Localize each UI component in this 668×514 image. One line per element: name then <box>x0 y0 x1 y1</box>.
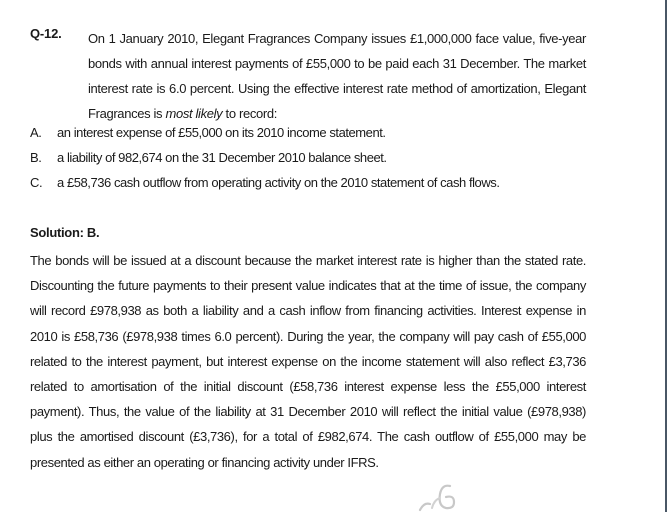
question-text-part-2: to record: <box>222 106 277 121</box>
solution-body: The bonds will be issued at a discount because the market interest rate is higher than the stated rate. Discounting the future payments to their present value indicates that at the time of issue, the company will record £978,938 as both a liability and a cash inflow from financing activities. Interest expense in 2010 is £58,736 (£978,938 times 6.0 percent). During the year, the company will pay cash of £55,000 related to the interest payment, but interest expense on the income statement will also reflect £3,736 related to amortisation of the initial discount (£58,736 interest expense less the £55,000 interest payment). Thus, the value of the liability at 31 December 2010 will reflect the initial value (£978,938) plus the amortised discount (£3,736), for a total of £982,674. The cash outflow of £55,000 may be presented as either an operating or financing activity under IFRS. <box>30 253 586 470</box>
option-text: a liability of 982,674 on the 31 December 2010 balance sheet. <box>57 150 387 165</box>
option-text: a £58,736 cash outflow from operating activity on the 2010 statement of cash flows. <box>57 175 500 190</box>
option-a <box>30 123 590 148</box>
option-c <box>30 173 590 198</box>
question-number: Q-12. <box>30 26 62 41</box>
option-letter: C. <box>30 175 43 190</box>
question-emphasis: most likely <box>165 106 223 121</box>
watermark-mark <box>414 480 474 514</box>
solution-title: Solution: B. <box>30 225 100 240</box>
option-letter: A. <box>30 125 42 140</box>
page-right-border <box>665 0 667 512</box>
option-letter: B. <box>30 150 42 165</box>
option-b <box>30 148 590 173</box>
question-text <box>88 26 586 126</box>
answer-options <box>30 123 590 198</box>
question-text-part-1: On 1 January 2010, Elegant Fragrances Company issues £1,000,000 face value, five-year bonds with annual interest payments of £55,000 to be paid each 31 December. The market interest rate is 6.0 percent. Using the effective interest rate method of amortization, Elegant Fragrances is <box>88 31 586 121</box>
option-text: an interest expense of £55,000 on its 2010 income statement. <box>57 125 386 140</box>
